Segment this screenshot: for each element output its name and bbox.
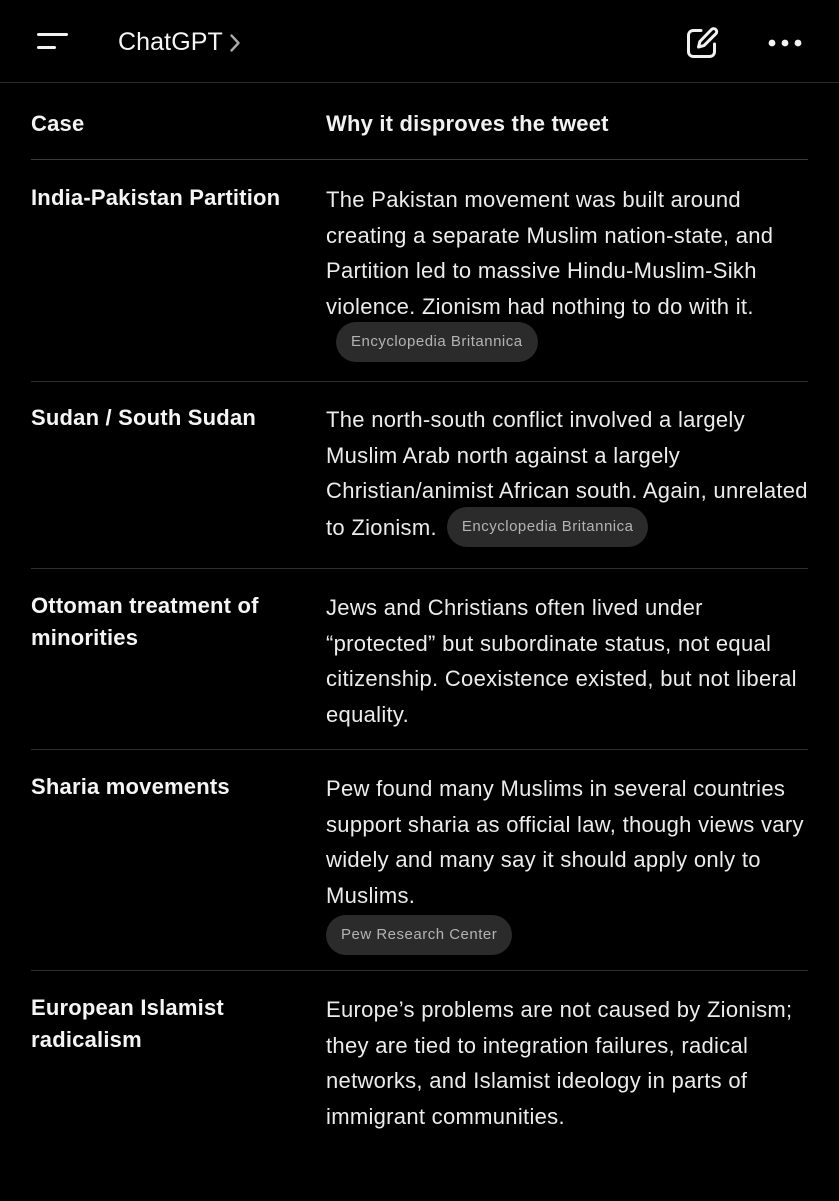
column-header-why: Why it disproves the tweet: [326, 111, 609, 136]
row-explanation: [326, 402, 808, 549]
row-explanation-text: Pew found many Muslims in several countries support sharia as official law, though views vary widely and many say it should apply only to Muslims.: [326, 776, 804, 908]
row-explanation-text: Jews and Christians often lived under “protected” but subordinate status, not equal citizenship. Coexistence existed, but not liberal equality.: [326, 595, 797, 727]
row-case: European Islamist radicalism: [31, 995, 224, 1052]
row-explanation: [326, 992, 808, 1134]
more-horizontal-icon: [764, 24, 806, 62]
row-case: Sharia movements: [31, 774, 230, 799]
row-case: Sudan / South Sudan: [31, 405, 257, 430]
model-selector[interactable]: [118, 26, 241, 58]
column-header-case: Case: [31, 111, 85, 136]
row-explanation: [326, 590, 808, 732]
table-header: [31, 83, 808, 160]
source-chip[interactable]: Encyclopedia Britannica: [336, 322, 538, 362]
row-explanation-text: Europe’s problems are not caused by Zionism; they are tied to integration failures, radical networks, and Islamist ideology in parts of immigrant communities.: [326, 997, 793, 1129]
top-bar: [0, 0, 839, 83]
new-chat-icon: [683, 24, 721, 62]
row-explanation: [326, 771, 808, 955]
table-row: [31, 160, 808, 382]
table-row: [31, 971, 808, 1201]
row-explanation: [326, 182, 808, 364]
app-title: ChatGPT: [118, 27, 223, 56]
menu-icon-line: [37, 46, 56, 49]
row-case: Ottoman treatment of minorities: [31, 593, 259, 650]
more-options-button[interactable]: [764, 24, 806, 62]
chevron-right-icon: [229, 33, 241, 53]
menu-button[interactable]: [30, 24, 74, 60]
row-explanation-text: The Pakistan movement was built around creating a separate Muslim nation-state, and Partition led to massive Hindu-Muslim-Sikh violence. Zionism had nothing to do with it.: [326, 187, 774, 319]
comparison-table: [31, 83, 808, 1201]
new-chat-button[interactable]: [683, 24, 721, 62]
menu-icon: [37, 33, 68, 36]
row-case: India-Pakistan Partition: [31, 185, 281, 210]
source-chip[interactable]: Encyclopedia Britannica: [447, 507, 649, 547]
table-row: [31, 750, 808, 971]
row-explanation-text: The north-south conflict involved a largely Muslim Arab north against a largely Christian/animist African south. Again, unrelated to Zionism.: [326, 407, 808, 540]
source-chip[interactable]: Pew Research Center: [326, 915, 512, 955]
table-row: [31, 569, 808, 750]
table-row: [31, 382, 808, 569]
